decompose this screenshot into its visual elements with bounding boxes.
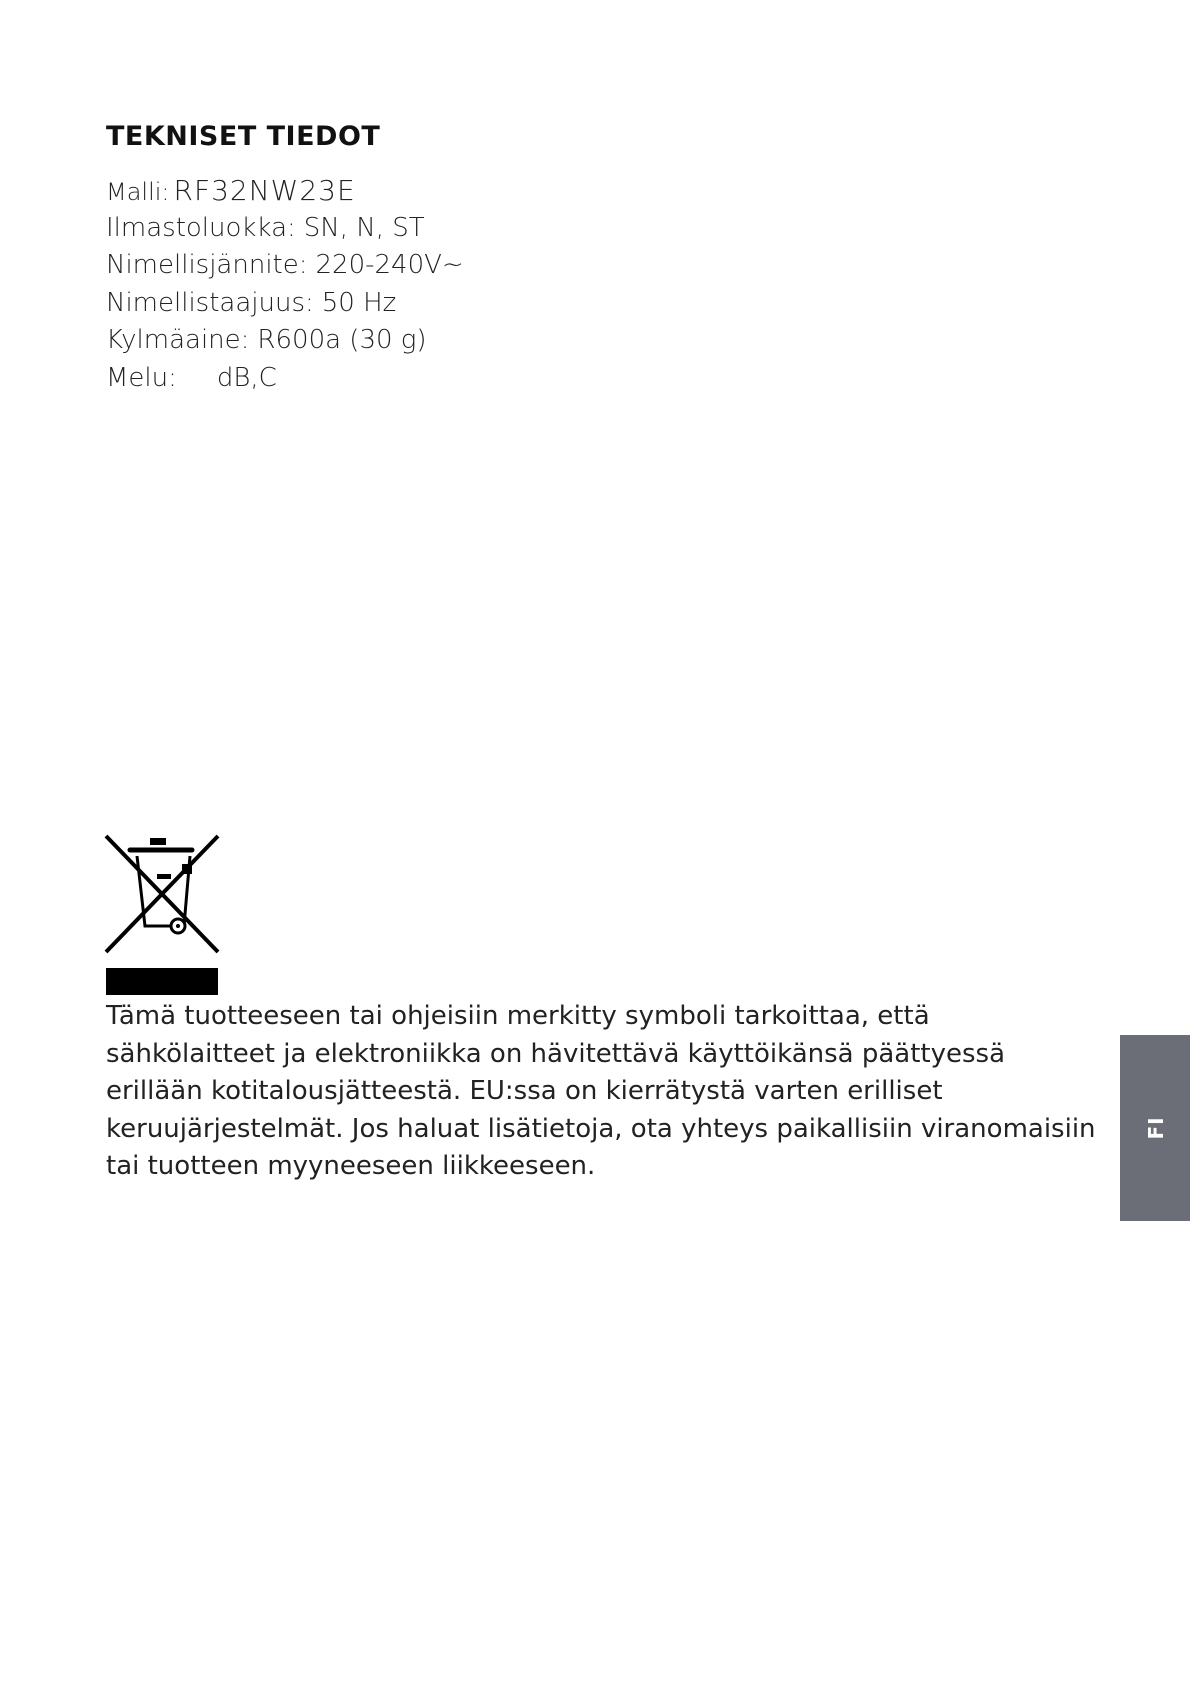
spec-noise — [106, 360, 464, 398]
weee-black-bar — [106, 968, 218, 995]
spec-climate-class — [106, 210, 464, 248]
spec-list — [106, 172, 464, 397]
spec-noise-value: dB,C — [216, 362, 277, 393]
spec-refrigerant-label: Kylmäaine: — [106, 325, 250, 355]
spec-frequency — [106, 285, 464, 323]
spec-frequency-label: Nimellistaajuus: — [106, 287, 314, 318]
spec-noise-label: Melu: — [106, 362, 177, 393]
disposal-paragraph: Tämä tuotteeseen tai ohjeisiin merkitty symboli tarkoittaa, että sähkölaitteet ja elektroniikka on hävitettävä käyttöikänsä päättyessä erillään kotitalousjätteestä. EU:ssa on kierrätystä varten erilliset keruujärjestelmät. Jos haluat lisätietoja, ota yhteys paikallisiin viranomaisiin tai tuotteen myyneeseen liikkeeseen. — [106, 1001, 1096, 1181]
language-tab-label: FI — [1144, 1116, 1168, 1140]
spec-refrigerant — [106, 322, 464, 360]
spec-refrigerant-value: R600a (30 g) — [257, 325, 427, 355]
spec-model-value: RF32NW23E — [173, 174, 356, 207]
spec-climate-class-value: SN, N, ST — [303, 212, 425, 243]
spec-frequency-value: 50 Hz — [321, 287, 397, 318]
spec-model-label: Malli: — [106, 178, 170, 206]
spec-voltage-label: Nimellisjännite: — [106, 250, 308, 280]
spec-voltage-value: 220-240V~ — [315, 250, 464, 280]
section-title: TEKNISET TIEDOT — [106, 121, 381, 152]
weee-crossed-bin-icon — [104, 834, 220, 956]
spec-climate-class-label: Ilmastoluokka: — [106, 212, 296, 243]
spec-voltage — [106, 247, 464, 285]
spec-model — [106, 172, 464, 210]
language-tab — [1120, 1035, 1190, 1221]
